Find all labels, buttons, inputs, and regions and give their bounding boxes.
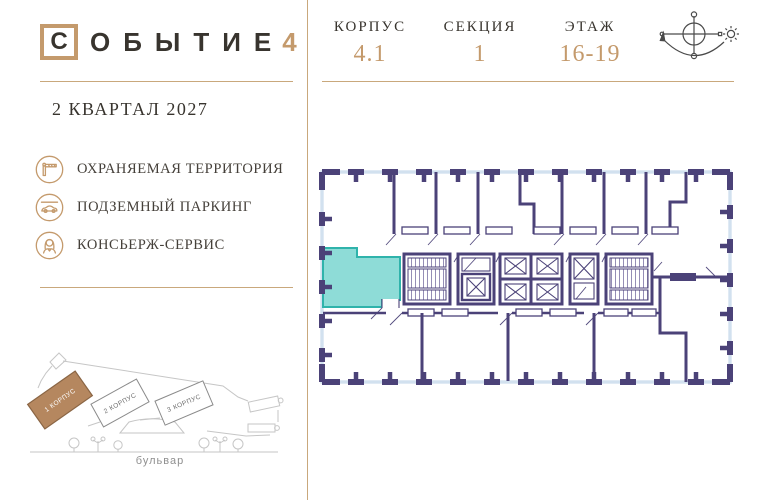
stat-value: 16-19 [559,41,621,67]
completion-date: 2 КВАРТАЛ 2027 [52,99,209,119]
compass-icon [650,6,746,78]
map-building-label: 2 КОРПУС [102,391,138,416]
apartment-door [382,299,399,308]
car-icon [35,193,64,222]
elevator-single [570,254,598,304]
stat-value: 4.1 [353,41,387,67]
stat-value: 1 [473,41,487,67]
selected-apartment[interactable] [323,248,400,307]
left-divider-bottom [40,287,293,288]
left-divider-top [40,81,293,82]
trees [69,437,243,452]
header-stats [331,19,629,68]
street-label: бульвар [135,455,185,467]
feature-concierge [35,231,283,260]
stat-label: СЕКЦИЯ [443,19,517,35]
stat-section [441,19,519,68]
staircase-left [404,254,450,304]
logo [40,24,297,60]
floor-plan [318,168,738,388]
feature-secured-territory [35,155,283,184]
stat-label: КОРПУС [333,19,407,35]
concierge-icon [35,231,64,260]
map-building-1[interactable] [28,371,93,429]
map-building-label: 3 КОРПУС [166,393,203,414]
stat-label: ЭТАЖ [564,19,616,35]
feature-label: КОНСЬЕРЖ-СЕРВИС [77,237,225,253]
logo-number: 4 [282,26,297,57]
elevator-block [500,254,562,304]
stat-building [331,19,409,68]
vertical-divider [307,0,308,500]
feature-label: ПОДЗЕМНЫЙ ПАРКИНГ [77,199,252,215]
stat-floor [551,19,629,68]
site-map [8,340,300,490]
features-list [35,155,283,260]
logo-text: ОБЫТИЕ [90,26,285,57]
logo-box-letter: С [40,24,78,60]
map-building-label: 1 КОРПУС [43,387,78,414]
feature-label: ОХРАНЯЕМАЯ ТЕРРИТОРИЯ [77,161,284,177]
elevator-small [458,254,494,304]
staircase-right [606,254,652,304]
feature-underground-parking [35,193,283,222]
barrier-icon [35,155,64,184]
map-building-3[interactable] [155,381,213,425]
header-divider [322,81,734,82]
